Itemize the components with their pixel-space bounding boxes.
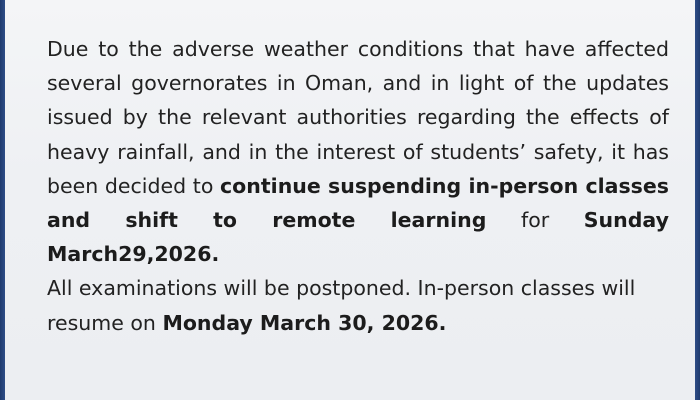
suspension-intro-text: Due to the adverse weather conditions that have affected several governorates in Oman, and in light of the updates issued by the relevant authorities regarding the effects of heavy rainfall, and in the interest of students’ safety, it has been decided to xyxy=(47,37,669,198)
suspension-connector-text: for xyxy=(520,208,550,233)
announcement-body xyxy=(47,32,669,340)
resume-date-text: Monday March 30, 2026. xyxy=(162,310,447,335)
examinations-text: All examinations will be postponed. In-person classes will resume on xyxy=(47,276,636,335)
suspension-decision-text: continue suspending in-person classes and shift to remote learning xyxy=(47,173,669,233)
announcement-card xyxy=(5,0,695,400)
suspension-date-text: Sunday March29,2026. xyxy=(47,208,669,267)
suspension-paragraph xyxy=(47,32,669,271)
examinations-paragraph xyxy=(47,271,669,339)
right-border-accent xyxy=(695,0,700,400)
